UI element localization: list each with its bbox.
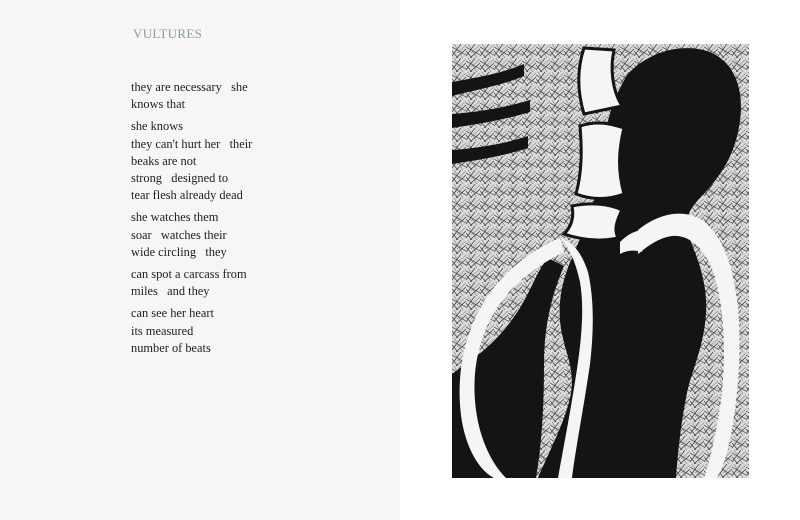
vertebra [564,204,622,240]
poem-line: its measured [131,323,194,338]
stanza-1 [131,79,381,113]
poem-line: wide circling they [131,244,227,259]
poem-line: they are necessary she [131,80,248,94]
vertebra [576,123,624,199]
bone-and-shadow-linocut-icon [452,44,749,478]
poem-line: beaks are not [131,153,197,168]
poem-line: number of beats [131,340,211,355]
stanza-3 [131,209,381,261]
poem-line: strong designed to [131,171,229,186]
poem-line: she knows [131,119,183,134]
stanza-2 [131,118,381,204]
stanza-5 [131,305,381,357]
poem-line: miles and they [131,284,210,299]
poem-line: she watches them [131,210,219,225]
poem-line: can spot a carcass from [131,267,247,282]
poem-body [131,79,381,362]
stanza-4 [131,266,381,300]
poem-line: they can't hurt her their [131,136,253,151]
poem-line: knows that [131,97,186,112]
poem-title: VULTURES [133,26,203,41]
poem-line: tear flesh already dead [131,188,243,203]
poem-line: can see her heart [131,306,214,321]
poem-line: soar watches their [131,227,227,242]
